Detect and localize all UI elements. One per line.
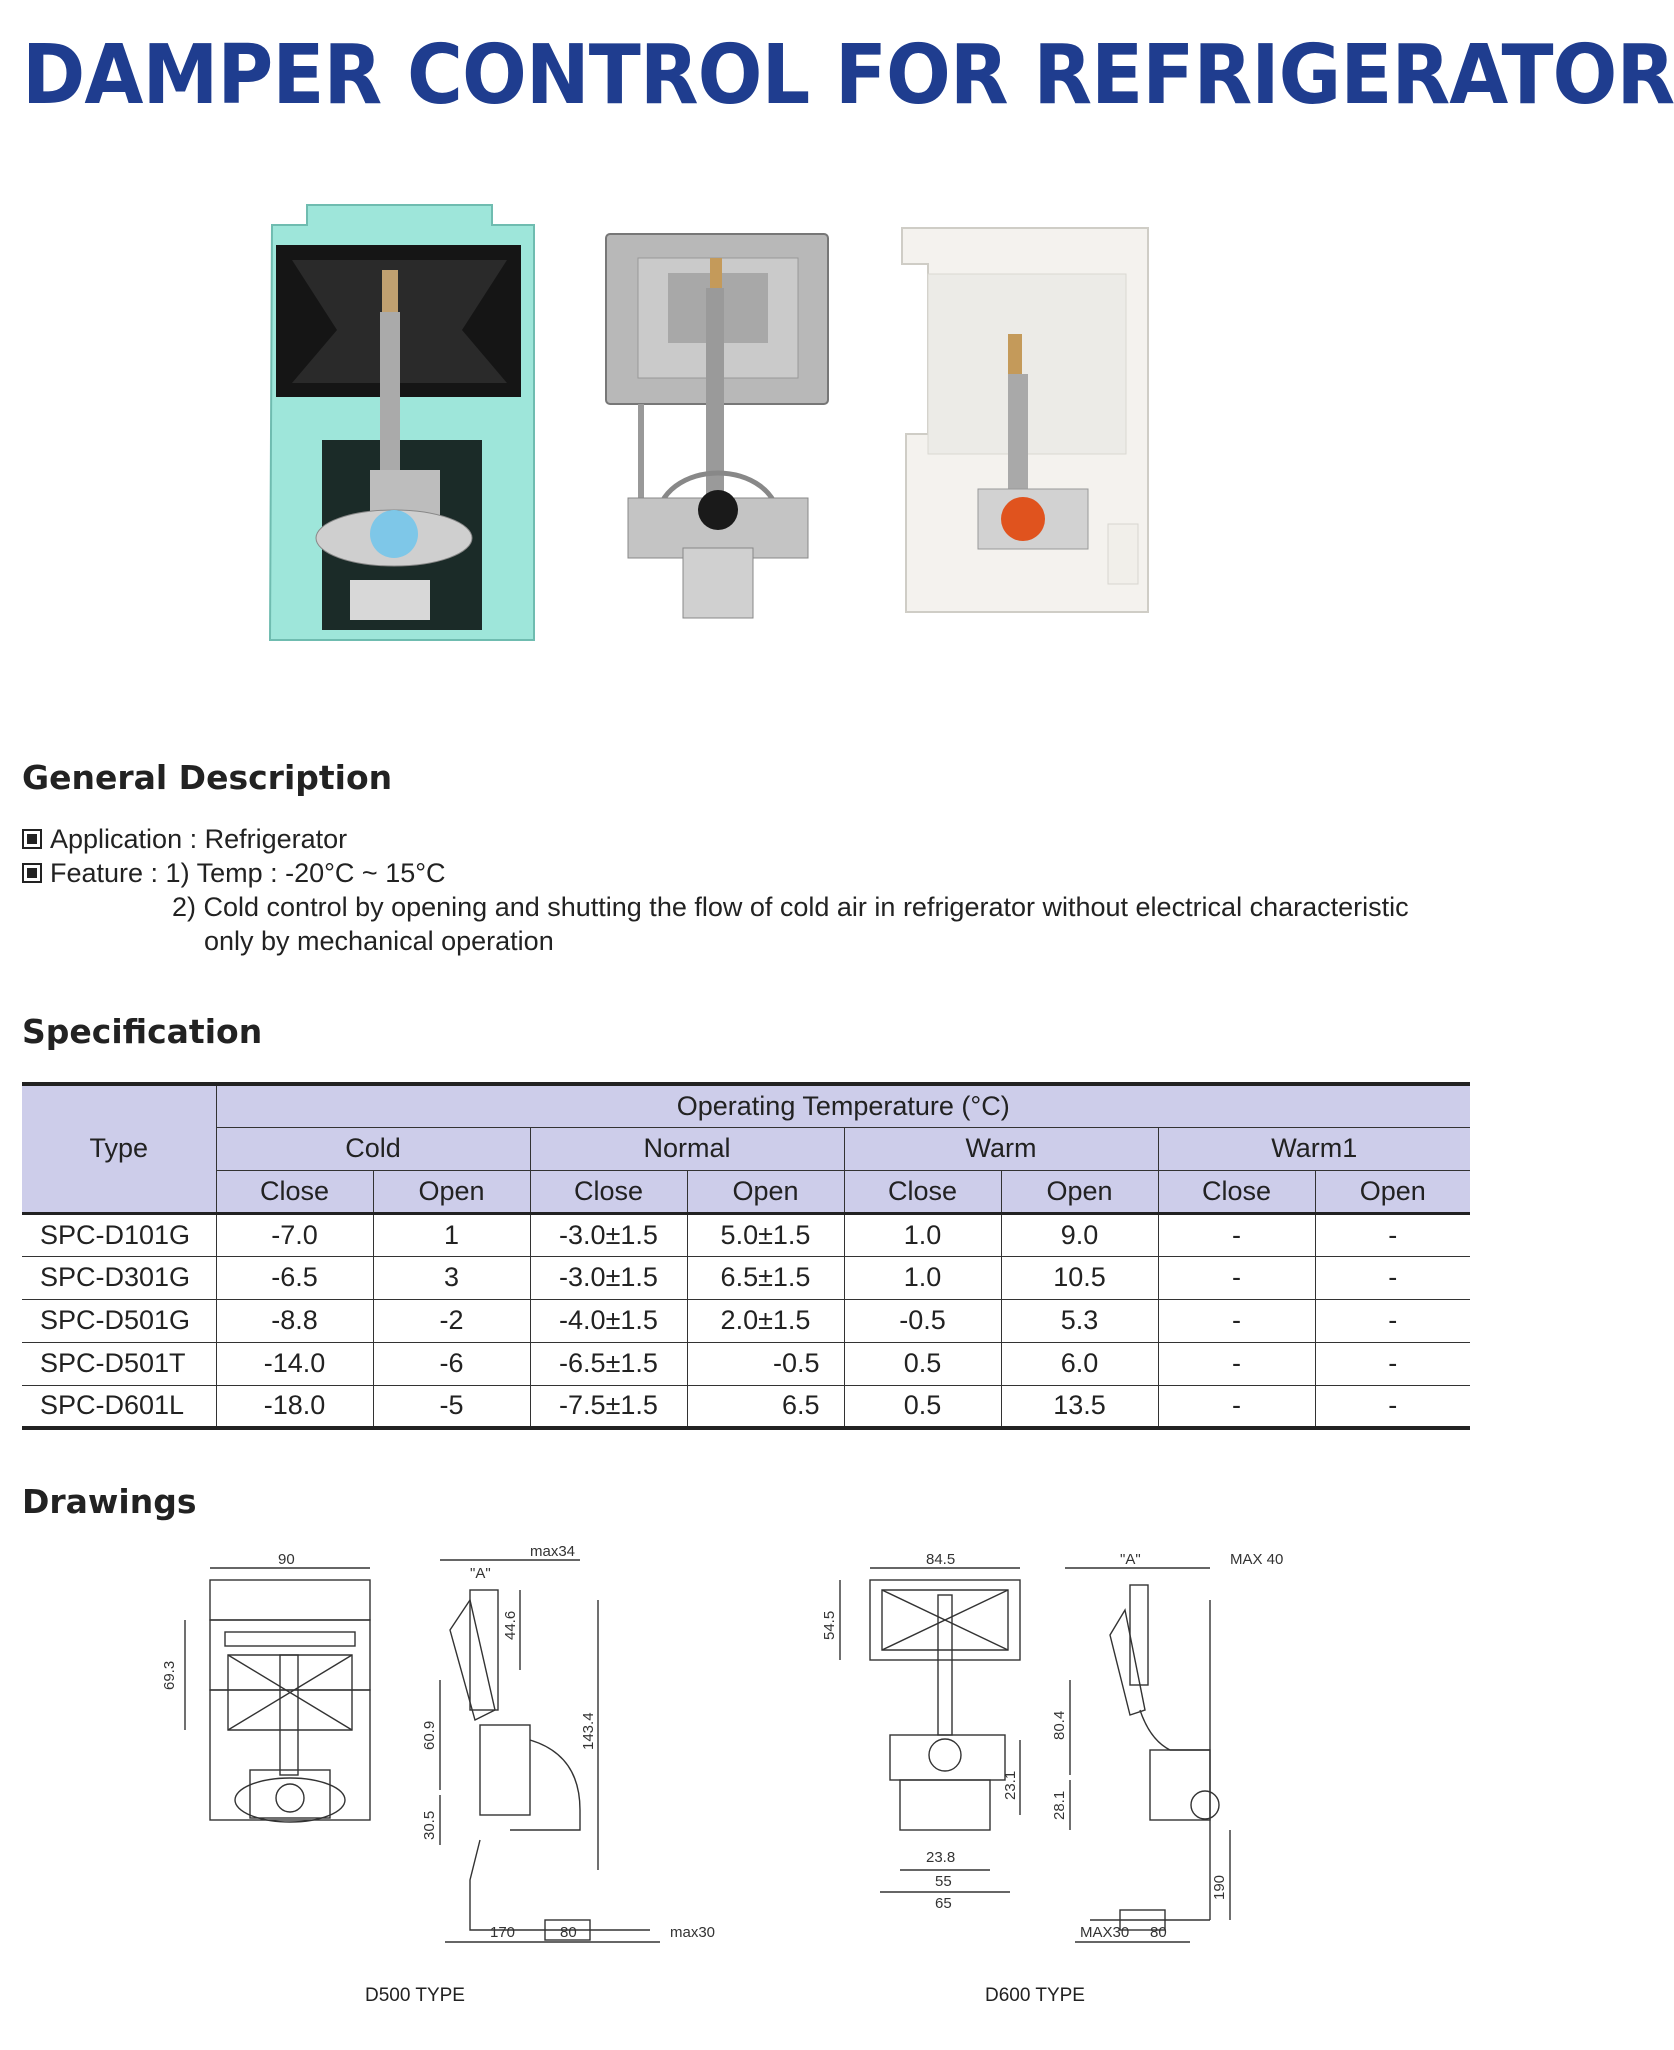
- feature-text: Feature : 1) Temp : -20°C ~ 15°C: [50, 858, 446, 888]
- d500-44-label: 44.6: [502, 1610, 519, 1640]
- cell: 2.0±1.5: [687, 1299, 844, 1342]
- cell: 0.5: [844, 1342, 1001, 1385]
- cell: -6.5: [216, 1256, 373, 1299]
- cell: -4.0±1.5: [530, 1299, 687, 1342]
- normal-header: Normal: [530, 1127, 844, 1170]
- cell: -14.0: [216, 1342, 373, 1385]
- page-title: DAMPER CONTROL FOR REFRIGERATOR: [22, 28, 1674, 123]
- cell: -8.8: [216, 1299, 373, 1342]
- cell: -: [1158, 1213, 1315, 1256]
- d500-143-label: 143.4: [580, 1712, 597, 1750]
- d600-80-4-label: 80.4: [1051, 1710, 1068, 1740]
- cell: 9.0: [1001, 1213, 1158, 1256]
- d600-23-1-label: 23.1: [1002, 1770, 1019, 1800]
- warm-header: Warm: [844, 1127, 1158, 1170]
- d600-max30-label: MAX30: [1080, 1924, 1130, 1941]
- cell: -3.0±1.5: [530, 1213, 687, 1256]
- d500-170-label: 170: [490, 1924, 516, 1941]
- warm1-header: Warm1: [1158, 1127, 1470, 1170]
- cold-header: Cold: [216, 1127, 530, 1170]
- cell: 6.5: [687, 1385, 844, 1428]
- open-header: Open: [687, 1170, 844, 1213]
- cell: -: [1158, 1299, 1315, 1342]
- cell: -7.0: [216, 1213, 373, 1256]
- d600-23-8-label: 23.8: [926, 1849, 956, 1866]
- drawings-heading: Drawings: [22, 1482, 197, 1521]
- d600-190-label: 190: [1211, 1874, 1228, 1900]
- cell: -0.5: [687, 1342, 844, 1385]
- cell: -: [1158, 1342, 1315, 1385]
- general-description: [22, 822, 1409, 958]
- cell: 3: [373, 1256, 530, 1299]
- table-row: [22, 1213, 1470, 1256]
- cell: -: [1158, 1256, 1315, 1299]
- table-row: [22, 1256, 1470, 1299]
- cell: -2: [373, 1299, 530, 1342]
- cell: -6: [373, 1342, 530, 1385]
- d500-caption: D500 TYPE: [365, 1985, 465, 2006]
- type-cell: SPC-D301G: [22, 1256, 216, 1299]
- table-row: [22, 1299, 1470, 1342]
- cell: -: [1315, 1213, 1470, 1256]
- d600-drawing: [820, 1540, 1320, 1960]
- type-header: Type: [22, 1084, 216, 1213]
- cell: 10.5: [1001, 1256, 1158, 1299]
- d600-a-label: "A": [1120, 1551, 1141, 1568]
- cell: -: [1315, 1299, 1470, 1342]
- cell: 0.5: [844, 1385, 1001, 1428]
- cell: -: [1158, 1385, 1315, 1428]
- operating-temp-header: Operating Temperature (°C): [216, 1084, 1470, 1127]
- d600-28-label: 28.1: [1051, 1790, 1068, 1820]
- cell: -6.5±1.5: [530, 1342, 687, 1385]
- cell: -: [1315, 1342, 1470, 1385]
- specification-table: [22, 1082, 1470, 1430]
- close-header: Close: [216, 1170, 373, 1213]
- feature-2-text: 2) Cold control by opening and shutting the flow of cold air in refrigerator without electrical characteristic: [172, 892, 1409, 922]
- white-damper-photo: [898, 224, 1158, 614]
- grey-damper-photo: [598, 228, 838, 628]
- d600-caption: D600 TYPE: [985, 1985, 1085, 2006]
- cell: 1: [373, 1213, 530, 1256]
- d500-30-label: 30.5: [421, 1810, 438, 1840]
- open-header: Open: [1001, 1170, 1158, 1213]
- d500-80-label: 80: [560, 1924, 577, 1941]
- cell: 13.5: [1001, 1385, 1158, 1428]
- d600-55-label: 55: [935, 1873, 952, 1890]
- d500-max-top-label: max34: [530, 1543, 576, 1560]
- table-row: [22, 1385, 1470, 1428]
- cell: -: [1315, 1385, 1470, 1428]
- close-header: Close: [530, 1170, 687, 1213]
- d500-a-label: "A": [470, 1565, 491, 1582]
- open-header: Open: [373, 1170, 530, 1213]
- cell: 6.5±1.5: [687, 1256, 844, 1299]
- table-row: [22, 1342, 1470, 1385]
- d500-60-label: 60.9: [421, 1720, 438, 1750]
- type-cell: SPC-D101G: [22, 1213, 216, 1256]
- general-description-heading: General Description: [22, 758, 393, 797]
- d500-height-label: 69.3: [161, 1660, 178, 1690]
- cell: 1.0: [844, 1213, 1001, 1256]
- cell: -7.5±1.5: [530, 1385, 687, 1428]
- square-bullet-icon: [22, 863, 42, 883]
- d600-height-label: 54.5: [821, 1610, 838, 1640]
- cell: 5.0±1.5: [687, 1213, 844, 1256]
- d600-max40-label: MAX 40: [1230, 1551, 1284, 1568]
- cell: 6.0: [1001, 1342, 1158, 1385]
- d500-width-label: 90: [278, 1551, 295, 1568]
- cell: 5.3: [1001, 1299, 1158, 1342]
- feature-2-cont-text: only by mechanical operation: [204, 926, 554, 956]
- d500-max30-label: max30: [670, 1924, 716, 1941]
- specification-heading: Specification: [22, 1012, 263, 1051]
- cell: -5: [373, 1385, 530, 1428]
- close-header: Close: [1158, 1170, 1315, 1213]
- close-header: Close: [844, 1170, 1001, 1213]
- cell: -3.0±1.5: [530, 1256, 687, 1299]
- type-cell: SPC-D501T: [22, 1342, 216, 1385]
- application-text: Application : Refrigerator: [50, 824, 348, 854]
- square-bullet-icon: [22, 829, 42, 849]
- cell: -: [1315, 1256, 1470, 1299]
- cell: 1.0: [844, 1256, 1001, 1299]
- type-cell: SPC-D601L: [22, 1385, 216, 1428]
- teal-damper-photo: [262, 200, 542, 640]
- d500-drawing: [140, 1540, 740, 1960]
- cell: -18.0: [216, 1385, 373, 1428]
- type-cell: SPC-D501G: [22, 1299, 216, 1342]
- d600-65-label: 65: [935, 1895, 952, 1912]
- cell: -0.5: [844, 1299, 1001, 1342]
- d600-width-label: 84.5: [926, 1551, 956, 1568]
- d600-80-label: 80: [1150, 1924, 1167, 1941]
- open-header: Open: [1315, 1170, 1470, 1213]
